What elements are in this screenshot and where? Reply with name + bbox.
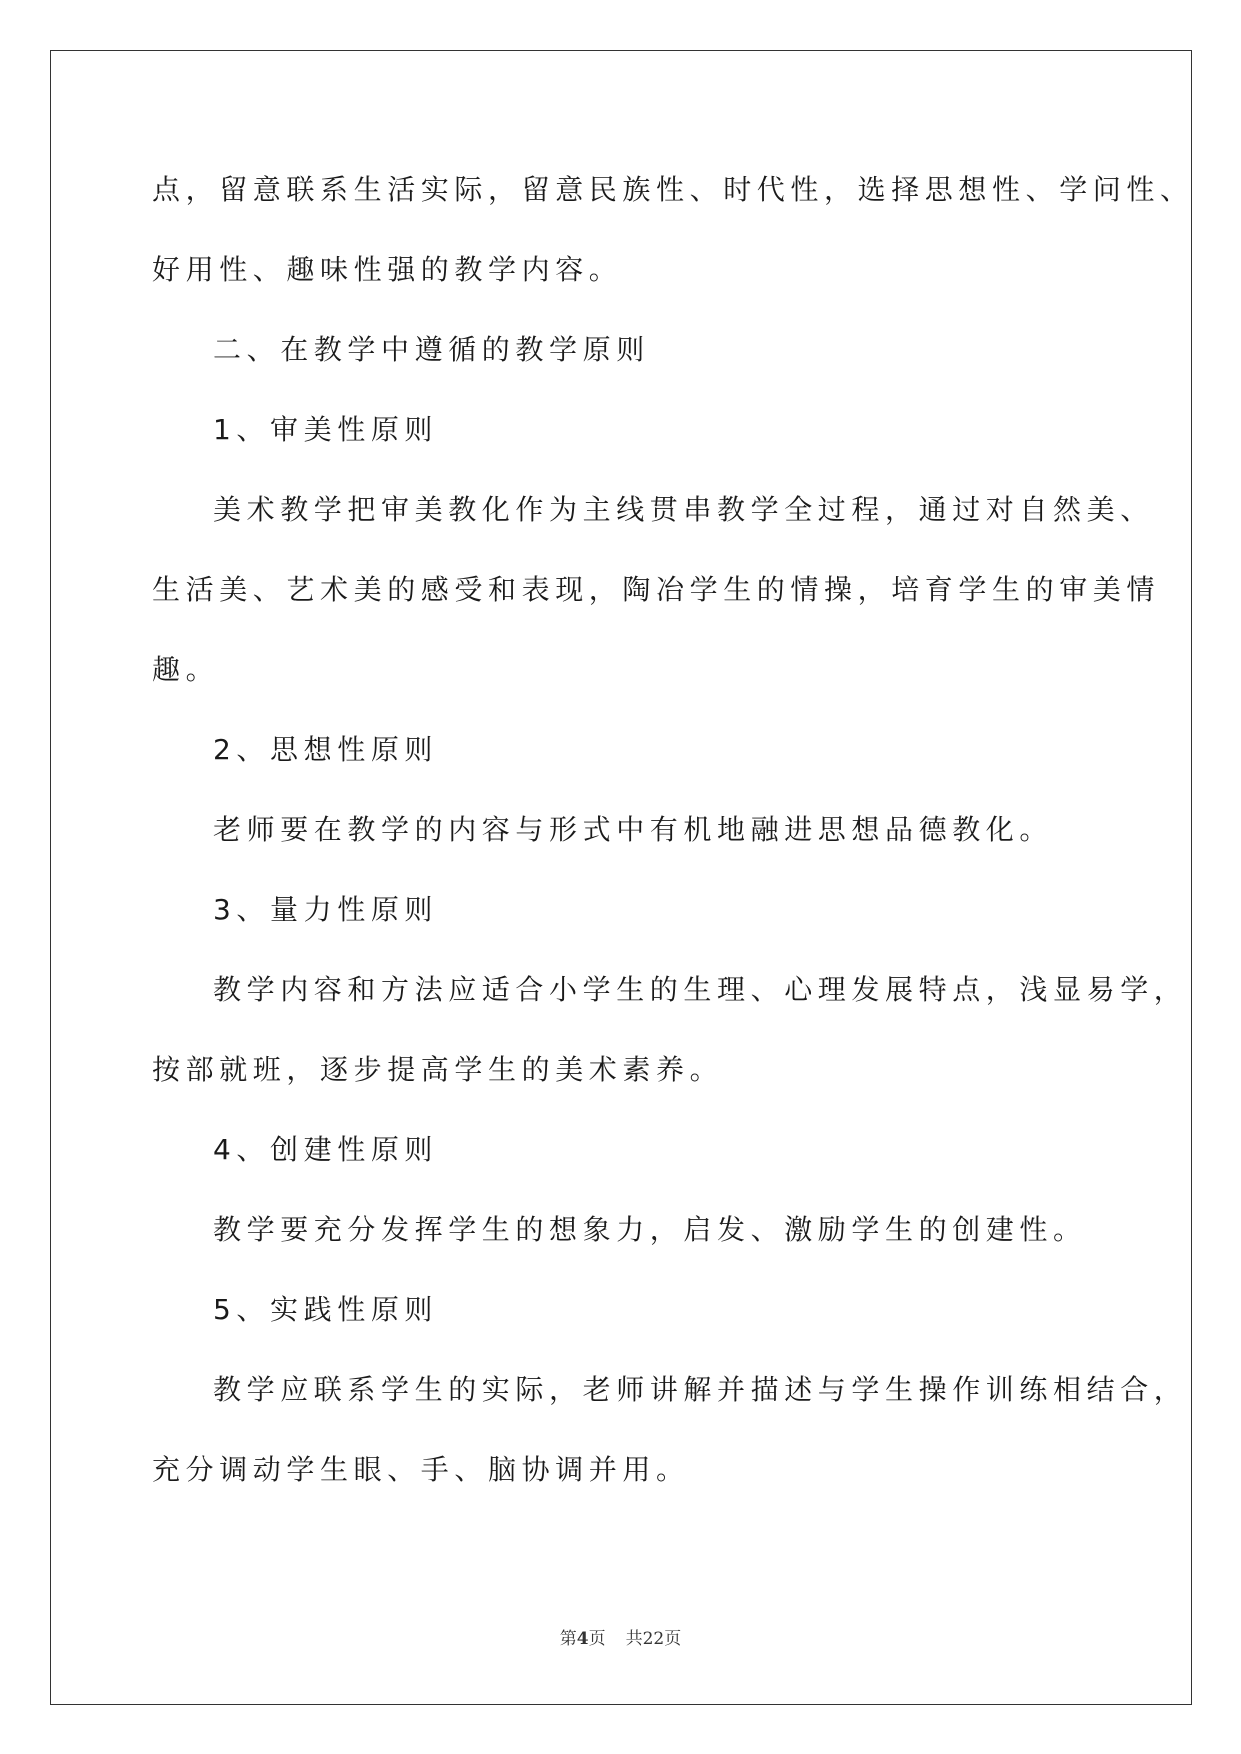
total-pages: 22 (642, 1629, 665, 1649)
principle-heading: 5、实践性原则 (213, 1293, 439, 1326)
page-number-prefix: 第 (559, 1629, 577, 1649)
page-footer (0, 1627, 1241, 1651)
principle-heading: 4、创建性原则 (213, 1133, 439, 1166)
page-number: 4 (576, 1629, 589, 1649)
paragraph-line: 美术教学把审美教化作为主线贯串教学全过程，通过对自然美、 (213, 493, 1154, 526)
total-pages-prefix: 共 (625, 1629, 643, 1649)
paragraph-line: 按部就班，逐步提高学生的美术素养。 (152, 1053, 724, 1086)
paragraph-line: 老师要在教学的内容与形式中有机地融进思想品德教化。 (213, 813, 1054, 846)
principle-heading: 1、审美性原则 (213, 413, 439, 446)
paragraph-line: 教学应联系学生的实际，老师讲解并描述与学生操作训练相结合， (213, 1373, 1188, 1406)
principle-heading: 3、量力性原则 (213, 893, 439, 926)
paragraph-line: 趣。 (152, 653, 220, 686)
total-pages-suffix: 页 (664, 1629, 682, 1649)
principle-heading: 2、思想性原则 (213, 733, 439, 766)
paragraph-line: 好用性、趣味性强的教学内容。 (152, 253, 623, 286)
paragraph-line: 充分调动学生眼、手、脑协调并用。 (152, 1453, 690, 1486)
paragraph-line: 生活美、艺术美的感受和表现，陶冶学生的情操，培育学生的审美情 (152, 573, 1161, 606)
page-number-suffix: 页 (588, 1629, 606, 1649)
paragraph-line: 点，留意联系生活实际，留意民族性、时代性，选择思想性、学问性、 (152, 173, 1194, 206)
section-heading: 二、在教学中遵循的教学原则 (213, 333, 650, 366)
paragraph-line: 教学内容和方法应适合小学生的生理、心理发展特点，浅显易学， (213, 973, 1188, 1006)
paragraph-line: 教学要充分发挥学生的想象力，启发、激励学生的创建性。 (213, 1213, 1087, 1246)
